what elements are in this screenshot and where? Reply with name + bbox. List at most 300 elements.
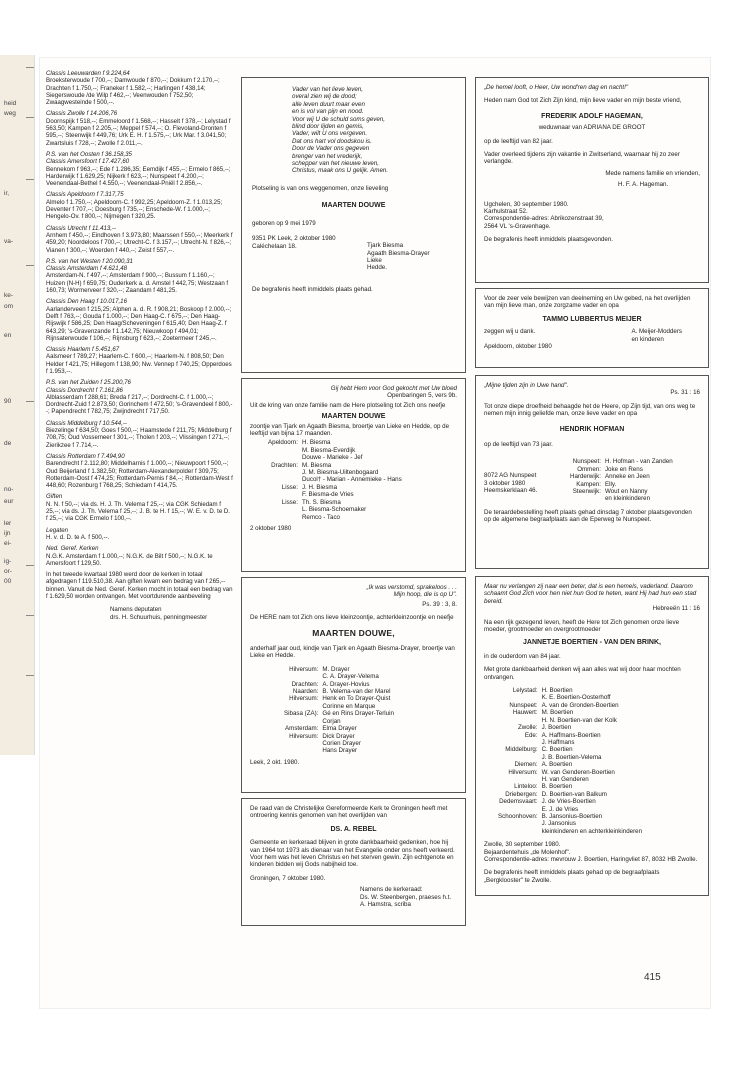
deceased-name: JANNETJE BOERTIEN - VAN DEN BRINK, — [523, 639, 661, 647]
poem-line: en is vol van pijn en nood. — [292, 108, 364, 116]
person: en kleinkinderen — [604, 495, 651, 503]
place: Ede: — [524, 731, 538, 739]
signature-line: A. Hamstra, scriba — [360, 901, 411, 909]
classis-heading: Classis Amsterdam f 4.621,48 — [46, 265, 128, 273]
place: Drachten: — [271, 461, 298, 469]
address-line: Heemskerklaan 46. — [484, 487, 538, 495]
family: Mede namens familie en vrienden, — [605, 169, 700, 177]
family-row — [498, 813, 646, 820]
family-row — [284, 681, 398, 688]
place — [268, 491, 302, 498]
donation-text: N.G.K. Amsterdam f 1.000,--; N.G.K. de Bilt f 500,--; N.G.K. te Amersfoort f 129,50. — [46, 552, 213, 567]
place — [498, 694, 542, 701]
place: Schoonhoven: — [498, 812, 538, 820]
family-row — [268, 506, 406, 513]
person: E. J. de Vries — [541, 805, 579, 813]
address — [484, 841, 700, 863]
signer — [631, 328, 682, 343]
classis-heading: Classis Rotterdam f 7.494,90 — [46, 452, 125, 460]
address-line: Bejaardentehuis „de Molenhof". — [484, 848, 571, 856]
classis-heading: Classis Apeldoorn f 7.317,75 — [46, 191, 124, 199]
poem-line: alle leven duurt maar even — [292, 100, 365, 108]
place: Zwolle: — [517, 724, 538, 732]
place: Linteloo: — [514, 783, 538, 791]
page-edge-rule — [26, 117, 34, 118]
adjacent-page-word: ke- — [4, 292, 14, 299]
donation-text: H. v. d. D. te A. f 500,--. — [46, 533, 110, 541]
footer: De begrafenis heeft inmiddels plaats gehad op de begraafplaats „Bergklooster" te Zwolle. — [484, 869, 660, 884]
place: Sibasa (ZA): — [284, 710, 319, 718]
person: J. H. Biesma — [301, 483, 338, 491]
donation-section — [46, 70, 233, 106]
classis-heading: Classis Dordrecht f 7.161,86 — [46, 386, 123, 394]
intro: Heden nam God tot Zich Zijn kind, mijn lieve vader en mijn beste vriend, — [484, 97, 682, 105]
family-row — [498, 694, 646, 701]
description: anderhalf jaar oud, kindje van Tjark en Agaath Biesma-Drayer, broertje van Lieke en Hedde. — [250, 645, 455, 660]
person: W. van Genderen-Boertien — [541, 768, 615, 776]
donation-text: Amsterdam-N. f 497,--; Amsterdam f 900,--; Bussum f 1.160,--; Huizen (N-H) f 659,75; Ouderkerk a. d. Amstel f 442,75; Westzaan f 160,73; Wormerveer f 320,--; Zaandam f 481,25. — [46, 272, 229, 295]
person: Th. S. Biesma — [301, 498, 341, 506]
family-row — [498, 754, 646, 761]
family-row — [284, 688, 398, 695]
donation-section — [46, 571, 233, 600]
address-line: Correspondentie-adres: Abrikozenstraat 39, — [484, 215, 604, 223]
place — [498, 717, 542, 724]
place: Hilversum: — [508, 768, 538, 776]
place: Middelburg: — [505, 746, 538, 754]
poem-line: Vader, wilt U ons vergeven. — [292, 130, 368, 138]
text: Vader overleed tijdens zijn vakantie in Zwitserland, waarnaar hij zo zeer verlangde. — [484, 151, 680, 166]
donation-text: In het tweede kwartaal 1980 werd door de kerken in totaal afgedragen f 119.510,38. Aan giften kwam een bedrag van f 265,-- binnen. Vanuit de Ned. Geref. Kerken mocht in totaal een bedrag van f 1.629,50 worden ontvangen. Met voortdurende aanbeveling — [46, 571, 233, 600]
classis-heading: Classis Zwolle f 14.206,76 — [46, 110, 118, 118]
poem-line: schepper van het nieuwe leven, — [292, 160, 380, 168]
place — [268, 476, 302, 483]
classis-heading: P.S. van het Zuiden f 25.200,76 — [46, 379, 131, 387]
place — [498, 754, 542, 761]
place — [268, 454, 302, 461]
classis-heading: Giften — [46, 493, 63, 501]
intro: De HERE nam tot Zich ons lieve kleinzoontje, achterkleinzoontje en neefje — [250, 614, 454, 622]
deceased-name: DS. A. REBEL — [330, 825, 377, 833]
address-line: 8072 AG Nunspeet — [484, 472, 537, 480]
poem-line: blind door lijden en gemis, — [292, 123, 364, 131]
place: Kampen: — [576, 480, 601, 488]
place: Lisse: — [281, 483, 298, 491]
donation-text: N. N. f 50,--; via ds. H. J. Th. Velema f 25,--; via CGK Schiedam f 25,--; via ds. J. Th. Velema f 25,--; J. B. te H. f 15,--; W. E. v. D. te D. f 25,--; via CGK Ermelo f 100,--. — [46, 500, 230, 523]
motto-line: „Ik was verstomd, sprakeloos . . . — [366, 584, 457, 591]
person: J. Haffmans — [541, 738, 575, 746]
person: H. Biesma — [301, 439, 331, 447]
donation-section — [46, 453, 233, 489]
person: Douwe - Marieke - Jef — [301, 454, 363, 462]
deceased-name: MAARTEN DOUWE — [321, 413, 386, 421]
footer: De teraardebestelling heeft plaats gehad dinsdag 7 oktober plaatsgevonden op de algemene begraafplaats aan de Eperweg te Nunspeet. — [484, 508, 692, 524]
age: op de leeftijd van 73 jaar. — [484, 441, 553, 449]
family-row — [268, 484, 406, 491]
person: Remco - Taco — [301, 513, 340, 521]
scripture-ref: Ps. 39 : 3, 8. — [422, 600, 457, 608]
person: K. E. Boertien-Oosterhoff — [541, 694, 611, 702]
age: op de leeftijd van 82 jaar. — [484, 137, 553, 145]
family-row — [268, 439, 406, 446]
family-member: Lieke — [367, 256, 382, 264]
donation-section — [46, 346, 233, 375]
death-notice-boertien — [475, 576, 709, 896]
classis-heading: P.S. van het Oosten f 36.158,35 — [46, 150, 132, 158]
person: J. B. Boertien-Velema — [541, 753, 602, 761]
person: Corjan — [322, 717, 341, 725]
person: A. Boertien — [541, 761, 573, 769]
adjacent-page-word: en — [4, 332, 12, 339]
classis-heading: Classis Den Haag f 10.017,16 — [46, 298, 127, 306]
place: Hauwert: — [512, 709, 538, 717]
person: J. de Vries-Boertien — [541, 798, 596, 806]
person: A. Haffmans-Boertien — [541, 731, 601, 739]
family-row — [268, 499, 406, 506]
family-list — [367, 242, 430, 272]
poem-line: brenger van het vrederijk, — [292, 152, 363, 160]
person: J. M. Biesma-Uiltenbogaard — [301, 469, 379, 477]
person: B. Jansonius-Boertien — [541, 812, 603, 820]
intro: Plotseling is van ons weggenomen, onze lieveling — [252, 184, 389, 192]
place — [498, 828, 542, 835]
scripture-ref: Ps. 31 : 16 — [670, 389, 700, 397]
family-row — [498, 798, 646, 805]
family-row — [268, 462, 406, 469]
adjacent-page-word: or- — [4, 568, 12, 575]
adjacent-page-edge — [0, 55, 35, 755]
motto: Gij hebt Hem voor God gekocht met Uw bloed — [330, 385, 457, 392]
family-row — [498, 828, 646, 835]
address-line: Correspondentie-adres: mevrouw J. Boertien, Haringvliet 87, 8032 HB Zwolle. — [484, 856, 698, 863]
person: B. Velema-van der Marel — [322, 688, 391, 696]
donation-text: Bennekom f 963,--; Ede f 1.286,35; Eemdijk f 455,--; Ermelo f 865,--; Harderwijk f 1.629,25; Nijkerk f 623,--; Nunspeet f 4.200,--; Veenendaal-Bethel f 4.550,--; Veenendaal-Pniël f 2.856,--. — [46, 165, 231, 188]
family-row — [284, 747, 398, 754]
death-notice-hageman — [475, 77, 709, 283]
donation-section — [46, 493, 233, 522]
family-row — [498, 769, 646, 776]
donation-section — [46, 191, 233, 220]
family-row — [268, 454, 406, 461]
person: Elly. — [604, 480, 617, 488]
classis-heading: Classis Leeuwarden f 9.224,64 — [46, 70, 130, 77]
donation-section — [46, 225, 233, 254]
thanks: zeggen wij u dank. — [484, 328, 536, 336]
person: J. Boertien — [541, 724, 572, 732]
signature-line: Ds. W. Steenbergen, praeses h.t. — [360, 893, 452, 901]
family-list — [268, 439, 406, 520]
place — [284, 747, 322, 754]
place — [284, 718, 322, 725]
place: Hilversum: — [289, 732, 319, 740]
family-row — [498, 717, 646, 724]
place — [498, 739, 542, 746]
classis-heading: P.S. van het Westen f 20.090,31 — [46, 257, 133, 265]
place: Ommen: — [577, 465, 601, 473]
family-row — [284, 733, 398, 740]
classis-heading: Classis Amersfoort f 17.427,60 — [46, 158, 130, 166]
donation-section — [46, 420, 233, 449]
person: F. Biesma-de Vries — [301, 491, 354, 499]
poem — [252, 86, 455, 175]
donation-text: Alblasserdam f 288,61; Breda f 217,--; Dordrecht-C. f 1.000,--; Dordrecht-Zuid f 2.873,50; Gorinchem f 472,50; 's-Gravendeel f 800,--; Papendrecht f 782,75; Zwijndrecht f 717,50. — [46, 393, 233, 416]
motto: „De hemel looft, o Heer, Uw wond'ren dag en nacht!" — [484, 84, 629, 91]
classis-heading: Ned. Geref. Kerken — [46, 545, 99, 553]
person: A. van de Gronden-Boertien — [541, 701, 619, 709]
address-line: Karhulstraat 52. — [484, 208, 528, 216]
adjacent-page-word: weg — [4, 110, 16, 117]
donation-text: Biezelinge f 634,50; Goes f 500,--; Haamstede f 211,75; Middelburg f 708,75; Oud Vossemeer f 301,--; Tholen f 203,--; Vlissingen f 271,--; Zierikzee f 7.714,--. — [46, 427, 232, 449]
adjacent-page-word: ir, — [4, 190, 10, 197]
notice-ds-rebel — [241, 798, 466, 926]
date: Apeldoorn, oktober 1980 — [484, 343, 552, 351]
place: Dedemsvaart: — [499, 798, 538, 806]
family-row — [284, 725, 398, 732]
place: Amsterdam: — [285, 725, 319, 733]
family-row — [570, 458, 677, 465]
person: Wout en Nanny — [604, 488, 648, 496]
poem-line: overal zien wij de dood; — [292, 93, 357, 101]
family-list — [570, 458, 677, 502]
donation-section — [46, 379, 233, 415]
person: M. Boertien — [541, 709, 574, 717]
donation-section — [46, 258, 233, 294]
family-row — [284, 710, 398, 717]
person: Hans Drayer — [322, 747, 358, 755]
family-row — [498, 746, 646, 753]
deceased-name: HENDRIK HOFMAN — [559, 425, 625, 433]
place: Hilversum: — [289, 665, 319, 673]
death-notice-maarten-3 — [241, 577, 466, 793]
adjacent-page-word: om — [4, 303, 14, 310]
classis-heading: Legaten — [46, 526, 69, 534]
family-row — [498, 739, 646, 746]
adjacent-page-word: ei- — [4, 540, 12, 547]
family-row — [268, 491, 406, 498]
page-edge-rule — [26, 67, 34, 68]
family-row — [570, 488, 677, 495]
place — [570, 495, 605, 502]
family-row — [284, 666, 398, 673]
family-row — [570, 495, 677, 502]
intro: De raad van de Christelijke Gereformeerde Kerk te Groningen heeft met ontroering kennis genomen van het overlijden van — [250, 805, 448, 820]
address-line: 3 oktober 1980 — [484, 479, 526, 487]
place: Lisse: — [281, 498, 298, 506]
poem-line: Voor wij U de schuld soms geven, — [292, 115, 385, 123]
text: Gemeente en kerkeraad blijven in grote dankbaarheid gedenken, hoe hij van 1964 tot 1973 als dienaar van het Evangelie onder ons heeft verkeerd. Voor hem was het leven Christus en het sterven gewin. Zijn echtgenote en kinderen bidden wij Gods nabijheid toe. — [250, 839, 455, 869]
person: H. Boertien — [541, 687, 573, 695]
family-row — [268, 447, 406, 454]
place — [498, 820, 542, 827]
family-member: Agaath Biesma-Drayer — [367, 249, 430, 257]
address-line: Caléchelaan 18. — [252, 242, 297, 250]
family-row — [284, 695, 398, 702]
family-member: Tjark Biesma — [367, 242, 404, 250]
donation-text: Aalsmeer f 789,27; Haarlem-C. f 600,--; Haarlem-N. f 808,50; Den Helder f 421,75; Hillegom f 138,90; Nw. Vennep f 740,25; Opperdoes f 1.953,--. — [46, 353, 232, 375]
date: 2 oktober 1980 — [250, 524, 292, 532]
person: M. Biesma-Everdijk — [301, 446, 356, 454]
person: L. Biesma-Schoemaker — [301, 506, 367, 514]
person: Joke en Rens — [604, 465, 643, 473]
address-line: 2564 VL 's-Gravenhage. — [484, 222, 551, 230]
footer: De begrafenis heeft inmiddels plaats gehad. — [252, 285, 373, 293]
deceased-name: MAARTEN DOUWE — [321, 202, 386, 210]
signer-line: en kinderen — [631, 335, 664, 343]
intro: Uit de kring van onze familie nam de Here plotseling tot Zich ons neefje — [250, 401, 446, 409]
place: Steenwijk: — [572, 488, 601, 496]
family-row — [284, 703, 398, 710]
donation-section — [46, 527, 233, 542]
footer: De begrafenis heeft inmiddels plaatsgevonden. — [484, 236, 613, 244]
intro: Tot onze diepe droefheid behaagde het de Heere, op Zijn tijd, van ons weg te nemen mijn innig geliefde man, onze lieve vader en opa — [484, 402, 696, 418]
family-row — [498, 820, 646, 827]
family-row — [498, 732, 646, 739]
signer-line: A. Meijer-Modders — [631, 328, 682, 336]
age: in de ouderdom van 84 jaar. — [484, 652, 561, 660]
family-row — [498, 783, 646, 790]
address-line: 9351 PK Leek, 2 oktober 1980 — [252, 235, 336, 243]
family-row — [570, 466, 677, 473]
address-line: Ugchelen, 30 september 1980. — [484, 200, 569, 208]
donation-text: Almelo f 1.750,--; Apeldoorn-C. f 992,25; Apeldoorn-Z. f 1.013,25; Deventer f 707,--; Doesburg f 735,--; Enschede-W. f 1.000,--; Hengelo-Ov. f 800,--; Nijmegen f 320,25. — [46, 198, 223, 221]
adjacent-page-word: no- — [4, 486, 14, 493]
adjacent-page-word: 90 — [4, 398, 12, 405]
signature — [360, 886, 457, 908]
donation-section — [46, 110, 233, 146]
adjacent-page-word: ig- — [4, 558, 12, 565]
donation-text: Barendrecht f 2.112,80; Middelharnis f 1.000,--; Nieuwpoort f 500,--; Oud Beijerland f 1.382,50; Rotterdam-Alexanderpolder f 309,75; Rotterdam-Oost f 474,25; Rotterdam-Pernis f 84,--; Rotterdam-West f 448,60; Rozenburg f 768,25; Schiedam f 414,75. — [46, 460, 233, 490]
place — [284, 740, 322, 747]
family-row — [498, 687, 646, 694]
person: Elma Drayer — [322, 725, 357, 733]
donation-text: Broeksterwoude f 700,--; Damwoude f 870,--; Dokkum f 2.170,--; Drachten f 1.750,--; Franeker f 1.582,--; Harlingen f 438,14; Siegerswoude /de Wilp f 462,--; Veenwouden f 752,50; Zwaagwesteinde f 500,--. — [46, 77, 220, 107]
thank-you-meijer — [475, 288, 709, 368]
place: Apeldoorn: — [268, 439, 298, 447]
page-edge-rule — [26, 565, 34, 566]
place: Harderwijk: — [570, 473, 601, 481]
adjacent-page-word: ler — [4, 520, 12, 527]
person: A. Drayer-Hovius — [322, 680, 370, 688]
classis-heading: Classis Haarlem f 5.451,67 — [46, 346, 120, 354]
signature-line: Namens deputaten — [110, 606, 162, 614]
page-edge-rule — [26, 675, 34, 676]
death-notice-maarten-2 — [241, 378, 466, 572]
motto: Maar nu verlangen zij naar een beter, dat is een hemels, vaderland. Daarom schaamt God Zich voor hen niet hun God te heten, want Hij had hun een stad bereid. — [484, 583, 697, 605]
person: Gé en Rins Drayer-Terluin — [322, 710, 394, 718]
date: Leek, 2 okt. 1980. — [250, 758, 300, 766]
person: Corien Drayer — [322, 739, 361, 747]
address — [484, 472, 564, 502]
address — [484, 201, 700, 231]
donation-section — [46, 298, 233, 342]
poem-line: Dat ons hart vol doodskou is. — [292, 137, 372, 145]
donation-text: Doornspijk f 518,--; Emmeloord f 1.568,--; Hasselt f 378,--; Lelystad f 563,50; Kampen f 2.205,--; Meppel f 574,--; O. Flevoland-Dronten f 595,--; Steenwijk f 449,76; Urk E. H. f 1.575,--; Urk Mar. f 3.041,50; Zwartsluis f 728,--; Zwolle f 2.011,--. — [46, 117, 231, 147]
person: H. Hofman - van Zanden — [604, 458, 673, 466]
person: Anneke en Jeen — [604, 473, 650, 481]
place — [284, 703, 322, 710]
family-row — [284, 673, 398, 680]
person: H. N. Boertien-van der Kolk — [541, 716, 617, 724]
person: H. van Genderen — [541, 775, 589, 783]
family-list — [284, 666, 398, 755]
death-notice-hofman — [475, 375, 709, 569]
scripture-ref: Openbaringen 5, vers 9b. — [387, 392, 457, 400]
page-edge-rule — [26, 615, 34, 616]
person: Dick Drayer — [322, 732, 355, 740]
page-edge-rule — [26, 401, 34, 402]
donation-text: Arnhem f 450,--; Eindhoven f 3.973,80; Maarssen f 550,--; Meerkerk f 459,20; Noordeloos f 700,--; Utrecht-C. f 3.157,--; Utrecht-N. f 826,--; Vianen f 300,--; Woerden f 440,--; Zeist f 557,--. — [46, 231, 233, 254]
place — [268, 447, 302, 454]
family-row — [284, 740, 398, 747]
adjacent-page-word: ijn — [4, 530, 11, 537]
family-list — [498, 687, 646, 835]
place: Diemen: — [514, 761, 538, 769]
motto: „Mijne tijden zijn in Uwe hand". — [484, 382, 569, 389]
adjacent-page-word: 00 — [4, 578, 12, 585]
person: M. Biesma — [301, 461, 332, 469]
classis-heading: Classis Utrecht f 11.413,-- — [46, 224, 116, 232]
text: Met grote dankbaarheid denken wij aan alles wat wij door haar mochten ontvangen. — [484, 666, 681, 681]
donation-section — [46, 545, 233, 567]
place: Hilversum: — [289, 695, 319, 703]
place — [268, 469, 302, 476]
person: C. Boertien — [541, 746, 573, 754]
family-row — [498, 806, 646, 813]
page-edge-rule — [26, 265, 34, 266]
adjacent-page-word: de — [4, 440, 12, 447]
person: J. Jansonius — [541, 820, 576, 828]
person: D. Boertien-van Balkum — [541, 790, 607, 798]
place — [268, 514, 302, 521]
person: Ducol† - Marian - Annemieke - Hans — [301, 476, 402, 484]
person: B. Boertien — [541, 783, 573, 791]
poem-line: Christus, maak ons U gelijk. Amen. — [292, 167, 389, 175]
signature-line: Namens de kerkeraad: — [360, 886, 423, 894]
person: Henk en To Drayer-Quist — [322, 695, 391, 703]
family-row — [498, 724, 646, 731]
adjacent-page-word: heid — [4, 100, 17, 107]
donation-section — [46, 151, 233, 187]
person: Corinne en Marque — [322, 702, 376, 710]
deceased-name: TAMMO LUBBERTUS MEIJER — [542, 315, 642, 323]
signature-line: drs. H. Schuurhuis, penningmeester — [110, 613, 208, 621]
page-edge-rule — [26, 179, 34, 180]
place: Naarden: — [292, 688, 319, 696]
death-notice-maarten-1 — [241, 77, 466, 373]
place — [498, 806, 542, 813]
poem-line: Vader van het lieve leven, — [292, 86, 363, 93]
donations-column — [46, 70, 233, 621]
motto-line: Mijn hoop, die is op U". — [393, 591, 457, 599]
date: Groningen, 7 oktober 1980. — [250, 874, 326, 882]
family-member: Hedde. — [367, 264, 387, 272]
place — [498, 776, 542, 783]
deceased-name: MAARTEN DOUWE, — [312, 627, 395, 638]
address-block — [252, 235, 455, 272]
family-row — [268, 476, 406, 483]
birth-date: geboren op 9 mei 1979 — [252, 219, 316, 227]
place: Lelystad: — [512, 687, 538, 695]
adjacent-page-word: eur — [4, 498, 14, 505]
place: Driebergen: — [505, 790, 538, 798]
place — [284, 673, 322, 680]
description: zoontje van Tjark en Agaath Biesma, broertje van Lieke en Hedde, op de leeftijd van bijna 17 maanden. — [250, 422, 450, 438]
intro: Na een rijk gezegend leven, heeft de Here tot Zich genomen onze lieve moeder, grootmoeder en overgrootmoeder — [484, 618, 680, 634]
donation-text: Aarlanderveen f 215,25; Alphen a. d. R. f 908,21; Boskoop f 2.000,--; Delft f 763,--; Gouda f 1.000,--; Den Haag-C. f 675,--; Den Haag-Rijswijk f 586,25; Den Haag/Scheveningen f 615,40; Den Haag-Z. f 643,29; 's-Gravenzande f 1.142,75; Nieuwkoop f 494,01; Rijnsaterwoude f 106,--; Rijnsburg f 623,--; Zoetermeer f 245,--. — [46, 305, 232, 342]
poem-line: Door de Vader ons gegeven — [292, 145, 370, 153]
person: C. A. Drayer-Velema — [322, 673, 379, 681]
family-row — [498, 761, 646, 768]
